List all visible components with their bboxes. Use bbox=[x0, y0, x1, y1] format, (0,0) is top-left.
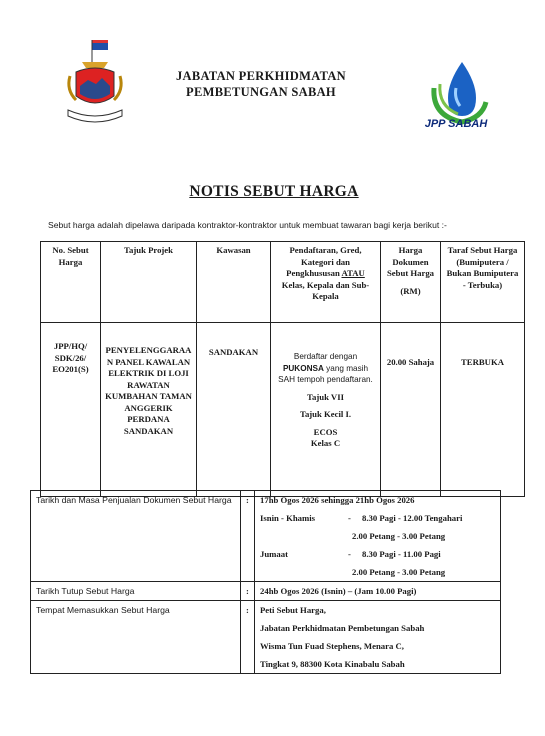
days-jumaat: Jumaat bbox=[260, 549, 288, 559]
daftar-line-1: Berdaftar dengan bbox=[293, 352, 358, 361]
header-tajuk: Tajuk Projek bbox=[101, 242, 197, 323]
daftar-line-2: yang masih bbox=[323, 363, 369, 373]
cell-taraf: TERBUKA bbox=[441, 323, 525, 497]
time-2: 2.00 Petang - 3.00 Petang bbox=[352, 531, 446, 541]
jual-date: 17hb Ogos 2026 sehingga 21hb Ogos 2026 bbox=[260, 495, 415, 505]
schedule-row-tempat bbox=[31, 601, 501, 674]
intro-text: Sebut harga adalah dipelawa daripada kontraktor-kontraktor untuk membuat tawaran bagi kerja berikut :- bbox=[48, 220, 447, 230]
days2-sep: - bbox=[348, 549, 351, 559]
tajuk-vii: Tajuk VII bbox=[307, 391, 344, 402]
time-4: 2.00 Petang - 3.00 Petang bbox=[352, 567, 446, 577]
jpp-sabah-label: JPP SABAH bbox=[424, 118, 488, 130]
tempat-line-4: Tingkat 9, 88300 Kota Kinabalu Sabah bbox=[260, 659, 405, 669]
daftar-pukonsa: PUKONSA bbox=[282, 363, 324, 373]
tender-table bbox=[40, 241, 525, 497]
header-pendaftaran bbox=[271, 242, 381, 323]
header-daftar-post: Kelas, Kepala dan Sub-Kepala bbox=[281, 279, 370, 301]
daftar-line-3: SAH tempoh pendaftaran. bbox=[278, 375, 373, 384]
label-jual: Tarikh dan Masa Penjualan Dokumen Sebut Harga bbox=[31, 491, 241, 582]
cell-harga: 20.00 Sahaja bbox=[381, 323, 441, 497]
header-daftar-atau: ATAU bbox=[341, 268, 365, 278]
cell-pendaftaran bbox=[271, 323, 381, 497]
tempat-line-1: Peti Sebut Harga, bbox=[260, 605, 326, 615]
header-daftar-pre: Pendaftaran, Gred, Kategori dan Pengkhususan bbox=[286, 245, 362, 278]
table-row bbox=[41, 323, 525, 497]
schedule-row-jual bbox=[31, 491, 501, 582]
colon: : bbox=[241, 582, 255, 601]
cell-no: JPP/HQ/ SDK/26/ EO201(S) bbox=[41, 323, 101, 497]
department-name bbox=[150, 68, 372, 100]
header-harga-label: Harga Dokumen Sebut Harga bbox=[386, 245, 435, 278]
dept-line-2: PEMBETUNGAN SABAH bbox=[186, 85, 336, 99]
header-harga-unit: (RM) bbox=[400, 285, 421, 296]
cell-tajuk: PENYELENGGARAA N PANEL KAWALAN ELEKTRIK DI LOJI RAWATAN KUMBAHAN TAMAN ANGGERIK PERDANA SANDAKAN bbox=[101, 323, 197, 497]
sabah-crest-logo bbox=[62, 38, 128, 128]
colon: : bbox=[241, 601, 255, 674]
ecos: ECOS bbox=[313, 426, 338, 437]
label-tempat: Tempat Memasukkan Sebut Harga bbox=[31, 601, 241, 674]
cell-kawasan: SANDAKAN bbox=[197, 323, 271, 497]
tajuk-kecil: Tajuk Kecil I. bbox=[299, 409, 352, 419]
schedule-table bbox=[30, 490, 501, 674]
time-1: 8.30 Pagi - 12.00 Tengahari bbox=[362, 513, 463, 523]
dept-line-1: JABATAN PERKHIDMATAN bbox=[175, 69, 346, 83]
header-kawasan: Kawasan bbox=[197, 242, 271, 323]
kelas: Kelas C bbox=[310, 438, 341, 448]
value-tempat bbox=[255, 601, 501, 674]
value-jual bbox=[255, 491, 501, 582]
header-taraf: Taraf Sebut Harga (Bumiputera / Bukan Bumiputera - Terbuka) bbox=[441, 242, 525, 323]
header-no: No. Sebut Harga bbox=[41, 242, 101, 323]
time-3: 8.30 Pagi - 11.00 Pagi bbox=[362, 549, 441, 559]
tempat-line-2: Jabatan Perkhidmatan Pembetungan Sabah bbox=[260, 623, 425, 633]
header-harga bbox=[381, 242, 441, 323]
table-header-row bbox=[41, 242, 525, 323]
notice-title: NOTIS SEBUT HARGA bbox=[189, 183, 359, 200]
colon: : bbox=[241, 491, 255, 582]
days1-sep: - bbox=[348, 513, 351, 523]
value-tutup: 24hb Ogos 2026 (Isnin) – (Jam 10.00 Pagi) bbox=[255, 582, 501, 601]
tempat-line-3: Wisma Tun Fuad Stephens, Menara C, bbox=[260, 641, 404, 651]
schedule-row-tutup bbox=[31, 582, 501, 601]
days-isnin-khamis: Isnin - Khamis bbox=[260, 513, 316, 523]
label-tutup: Tarikh Tutup Sebut Harga bbox=[31, 582, 241, 601]
